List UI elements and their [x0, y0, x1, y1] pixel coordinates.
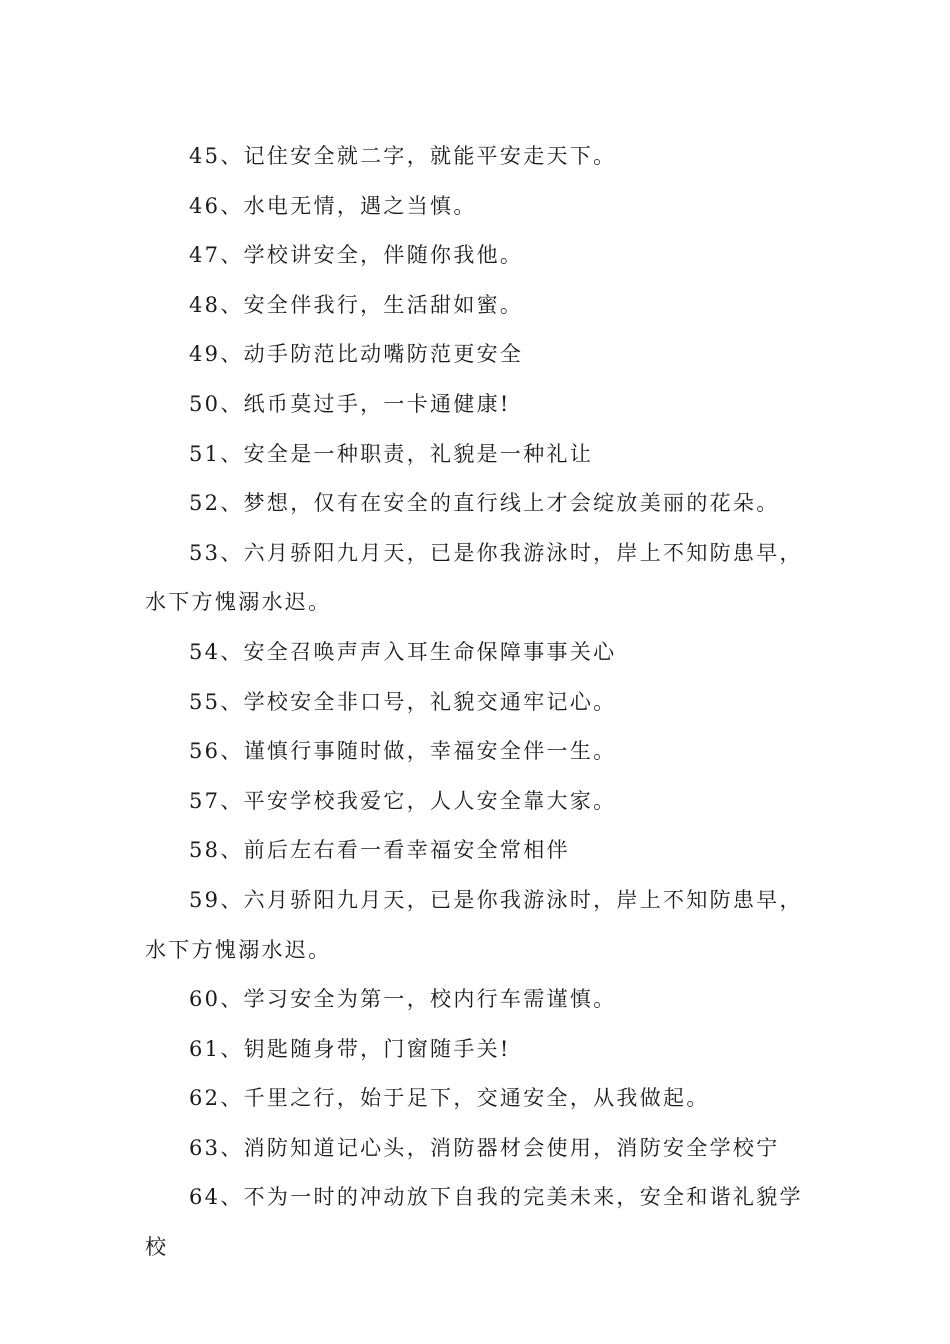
list-item: 54、安全召唤声声入耳生命保障事事关心: [189, 639, 617, 664]
list-item: 49、动手防范比动嘴防范更安全: [189, 342, 524, 367]
list-item: 56、谨慎行事随时做，幸福安全伴一生。: [189, 739, 617, 764]
list-item: 58、前后左右看一看幸福安全常相伴: [189, 838, 570, 863]
list-item: 47、学校讲安全，伴随你我他。: [189, 243, 524, 268]
list-item: 45、记住安全就二字，就能平安走天下。: [189, 144, 617, 168]
list-item: 62、千里之行，始于足下，交通安全，从我做起。: [189, 1086, 710, 1111]
list-item: 50、纸币莫过手，一卡通健康!: [189, 391, 511, 416]
list-item: 55、学校安全非口号，礼貌交通牢记心。: [189, 689, 617, 714]
list-item: 60、学习安全为第一，校内行车需谨慎。: [189, 987, 617, 1012]
list-item: 53、六月骄阳九月天，已是你我游泳时，岸上不知防患早，水下方愧溺水迟。: [145, 540, 803, 615]
list-item: 61、钥匙随身带，门窗随手关!: [189, 1036, 511, 1061]
list-item: 63、消防知道记心头，消防器材会使用，消防安全学校宁: [189, 1135, 780, 1160]
list-item: 57、平安学校我爱它，人人安全靠大家。: [189, 788, 617, 813]
list-item: 52、梦想，仅有在安全的直行线上才会绽放美丽的花朵。: [189, 491, 780, 516]
list-item: 51、安全是一种职责，礼貌是一种礼让: [189, 441, 594, 466]
list-item: 46、水电无情，遇之当慎。: [189, 193, 477, 218]
list-item: 64、不为一时的冲动放下自我的完美未来，安全和谐礼貌学校: [145, 1185, 803, 1260]
slogan-list: [145, 132, 807, 1273]
list-item: 48、安全伴我行，生活甜如蜜。: [189, 292, 524, 317]
list-item: 59、六月骄阳九月天，已是你我游泳时，岸上不知防患早，水下方愧溺水迟。: [145, 887, 803, 962]
